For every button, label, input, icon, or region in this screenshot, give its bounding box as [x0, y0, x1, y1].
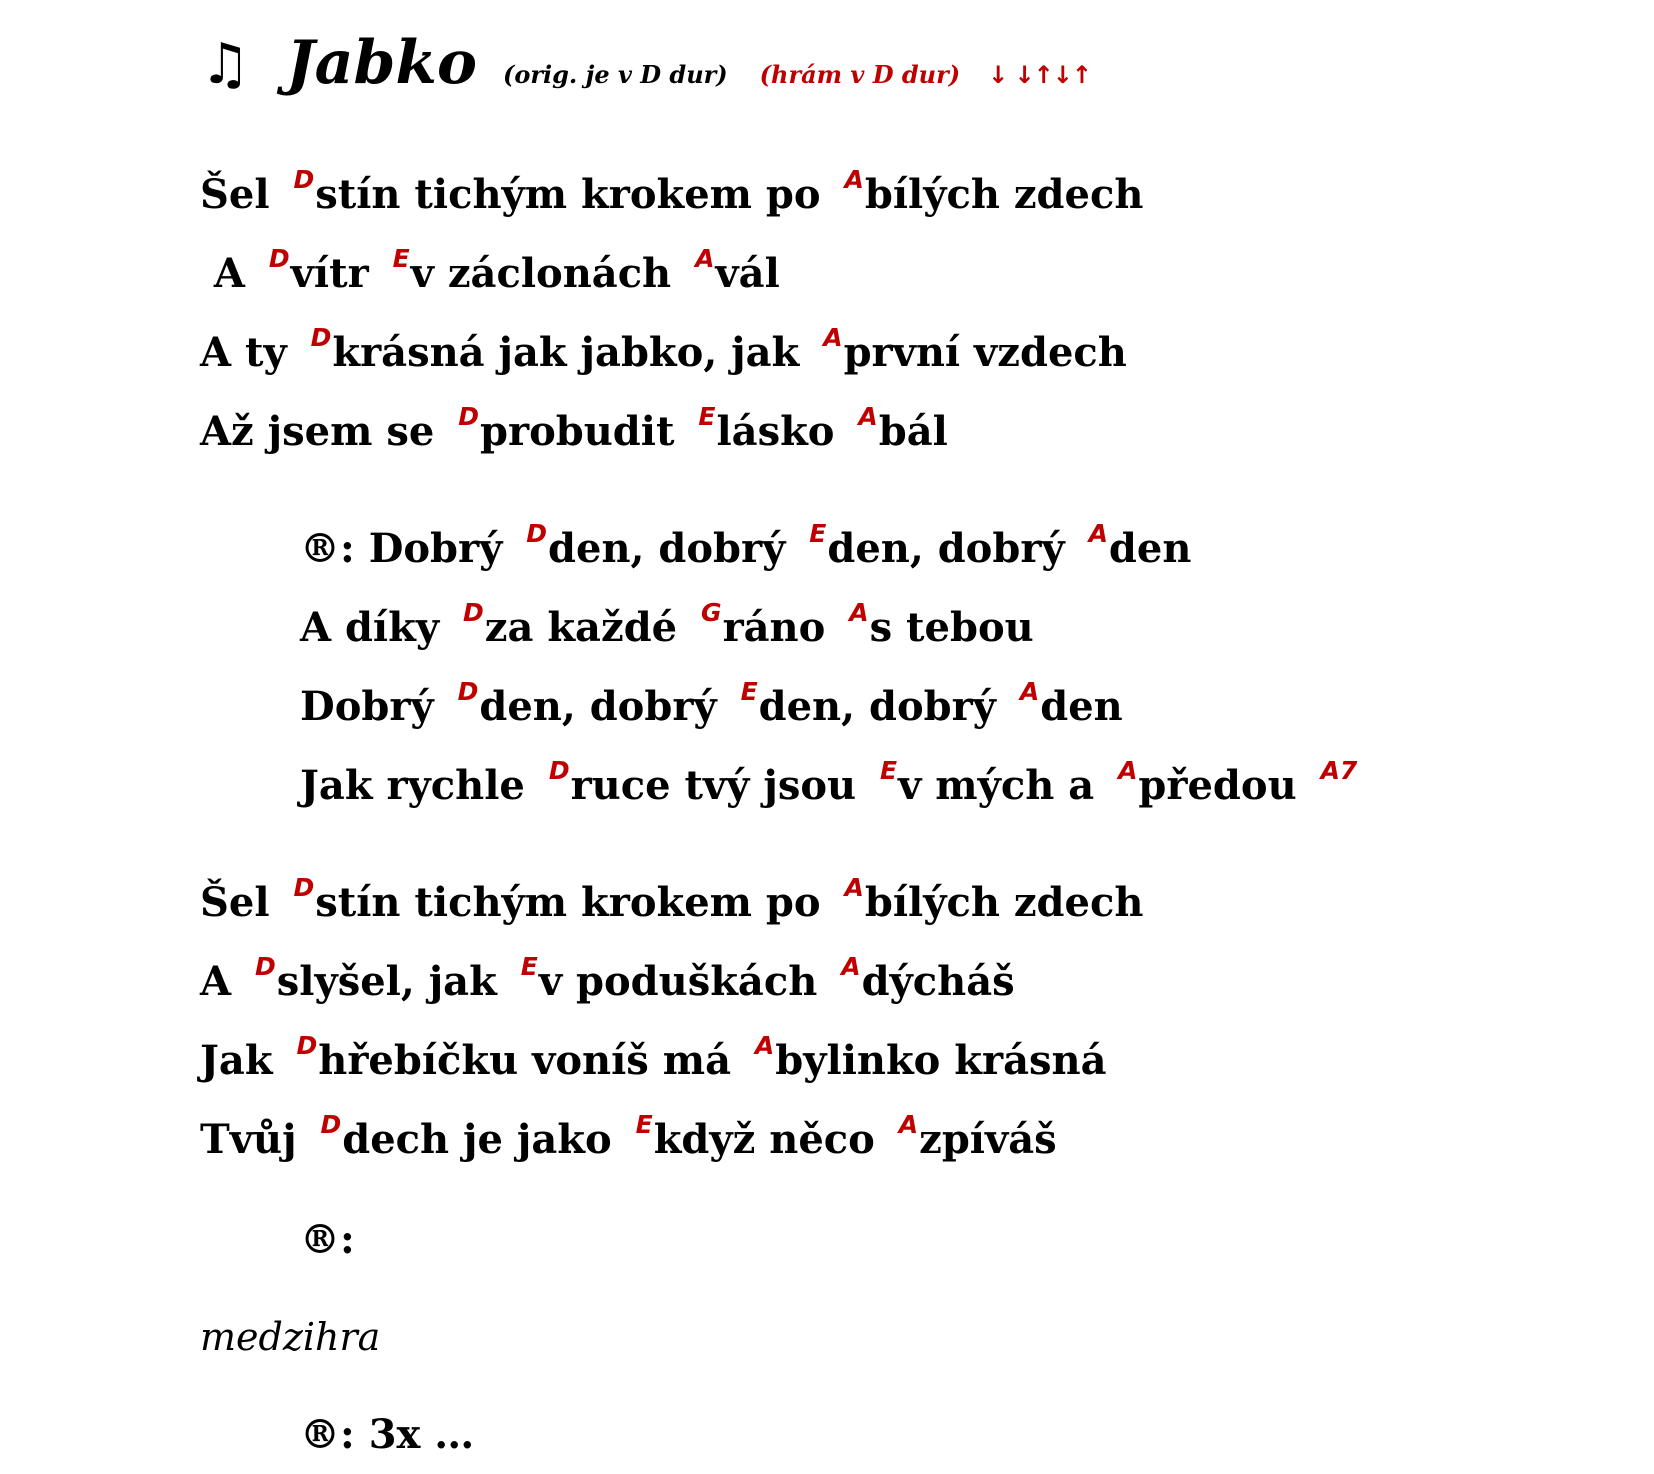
original-key: (orig. je v D dur) — [503, 60, 728, 89]
lyric-line — [200, 1006, 1620, 1085]
lyric-text: Tvůj — [200, 1116, 311, 1163]
lyric-text: Až jsem se — [200, 408, 449, 455]
lyric-text: stín tichým krokem po — [315, 171, 835, 218]
chord: A — [1019, 677, 1040, 706]
lyric-line — [200, 1085, 1620, 1164]
lyric-text: za každé — [484, 604, 692, 651]
chorus-reference: ®: — [300, 1216, 355, 1263]
chord: A — [1118, 756, 1138, 785]
chord: D — [296, 1031, 318, 1060]
lyric-text: s tebou — [869, 604, 1034, 651]
chord: E — [698, 402, 716, 431]
lyric-text: den, dobrý — [479, 683, 731, 730]
lyric-text: den — [1108, 525, 1192, 572]
lyric-line — [200, 927, 1620, 1006]
lyric-text: den, dobrý — [548, 525, 800, 572]
verse-1 — [200, 140, 1620, 456]
interlude-label: medzihra — [200, 1315, 381, 1359]
lyric-text: den, dobrý — [758, 683, 1010, 730]
lyric-text: ráno — [722, 604, 840, 651]
lyric-line — [300, 573, 1620, 652]
chord: A — [823, 323, 843, 352]
playing-key: (hrám v D dur) — [759, 60, 961, 89]
lyric-line — [200, 298, 1620, 377]
lyric-text: když něco — [653, 1116, 889, 1163]
chord: A — [754, 1031, 775, 1060]
lyric-text: A ty — [200, 329, 301, 376]
chord: D — [310, 323, 332, 352]
lyric-text: bál — [878, 408, 948, 455]
lyric-text: Jak — [200, 1037, 287, 1084]
lyric-text: A díky — [300, 604, 454, 651]
chord: E — [520, 952, 538, 981]
lyric-text: A — [200, 958, 245, 1005]
strumming-pattern: ↓ ↓↑↓↑ — [988, 61, 1091, 89]
lyric-text: Šel — [200, 879, 284, 926]
chord: D — [548, 756, 570, 785]
lyric-line — [200, 140, 1620, 219]
chord: E — [809, 519, 827, 548]
lyric-text: ®: Dobrý — [300, 525, 517, 572]
music-note-icon: ♫ — [200, 32, 251, 97]
lyric-text: Dobrý — [300, 683, 448, 730]
chord: A — [844, 165, 864, 194]
lyric-text: vítr — [290, 250, 383, 297]
lyric-text: ruce tvý jsou — [570, 762, 871, 809]
chord: A — [858, 402, 878, 431]
lyric-line — [300, 731, 1620, 810]
chord: D — [293, 165, 315, 194]
verse-2 — [200, 848, 1620, 1164]
chord: E — [392, 244, 410, 273]
lyric-text: hřebíčku voníš má — [318, 1037, 745, 1084]
song-title: Jabko — [286, 28, 478, 98]
song-sheet — [200, 28, 1620, 1474]
chord: A — [844, 873, 864, 902]
lyric-text: v záclonách — [410, 250, 686, 297]
lyric-text: předou — [1138, 762, 1311, 809]
lyric-text: slyšel, jak — [276, 958, 511, 1005]
chord: D — [457, 677, 479, 706]
lyric-text: v poduškách — [538, 958, 832, 1005]
lyric-text: bílých zdech — [864, 171, 1144, 218]
chord: A — [898, 1110, 919, 1139]
lyric-text: A — [200, 250, 259, 297]
lyric-line — [300, 652, 1620, 731]
chord: D — [463, 598, 484, 627]
lyric-line — [200, 848, 1620, 927]
chord: A — [849, 598, 869, 627]
lyric-text: bílých zdech — [864, 879, 1144, 926]
lyric-text: lásko — [716, 408, 849, 455]
lyric-text: den, dobrý — [827, 525, 1079, 572]
lyric-text: probudit — [480, 408, 689, 455]
lyric-text: zpíváš — [919, 1116, 1057, 1163]
chord: E — [635, 1110, 653, 1139]
lyric-line — [200, 377, 1620, 456]
chord: A — [841, 952, 861, 981]
lyric-text: Jak rychle — [300, 762, 539, 809]
chord: D — [320, 1110, 342, 1139]
lyric-text: den — [1040, 683, 1123, 730]
lyric-text: dýcháš — [861, 958, 1015, 1005]
chord: E — [880, 756, 898, 785]
lyric-line — [300, 494, 1620, 573]
chorus — [200, 494, 1620, 810]
chord: G — [701, 598, 722, 627]
chord: A7 — [1320, 756, 1358, 785]
chord: D — [526, 519, 548, 548]
song-header — [200, 28, 1620, 118]
chord: A — [695, 244, 715, 273]
lyric-text: krásná jak jabko, jak — [332, 329, 814, 376]
chord: D — [268, 244, 290, 273]
lyric-text: v mých a — [898, 762, 1109, 809]
chord: A — [1088, 519, 1108, 548]
chord: D — [293, 873, 315, 902]
lyric-text: vál — [715, 250, 780, 297]
lyric-line — [200, 219, 1620, 298]
chord: E — [740, 677, 758, 706]
chord: D — [458, 402, 480, 431]
lyric-text: dech je jako — [342, 1116, 626, 1163]
final-chorus-repeat: ®: 3x … — [300, 1411, 475, 1458]
lyric-text: bylinko krásná — [775, 1037, 1107, 1084]
chord: D — [254, 952, 276, 981]
lyric-text: Šel — [200, 171, 284, 218]
lyric-text: první vzdech — [843, 329, 1127, 376]
lyric-text: stín tichým krokem po — [315, 879, 835, 926]
